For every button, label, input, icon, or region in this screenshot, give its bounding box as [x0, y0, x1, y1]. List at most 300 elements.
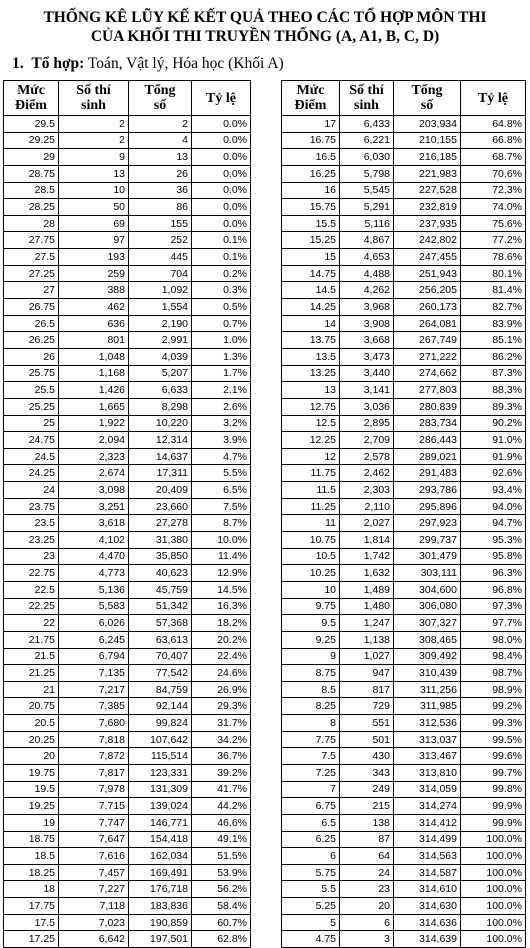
cell-total: 227,528 [394, 182, 461, 199]
cell-candidates: 3,473 [340, 348, 394, 365]
cell-ratio: 0.1% [192, 232, 251, 249]
cell-ratio: 1.0% [192, 332, 251, 349]
cell-candidates: 7,135 [59, 665, 129, 682]
cell-total: 183,836 [129, 898, 192, 915]
cell-score: 26.25 [4, 332, 59, 349]
cell-candidates: 1,632 [340, 565, 394, 582]
table-row [282, 781, 526, 798]
table-row [282, 914, 526, 931]
cell-ratio: 39.2% [192, 764, 251, 781]
cell-score: 19.25 [4, 798, 59, 815]
cell-score: 20.5 [4, 715, 59, 732]
cell-ratio: 5.5% [192, 465, 251, 482]
cell-score: 23.25 [4, 532, 59, 549]
table-row [282, 831, 526, 848]
table-row [4, 731, 251, 748]
cell-score: 16.5 [282, 149, 340, 166]
table-header-row [4, 81, 251, 116]
cell-score: 8.75 [282, 665, 340, 682]
cell-score: 20.75 [4, 698, 59, 715]
table-row [4, 382, 251, 399]
cell-score: 22.25 [4, 598, 59, 615]
cell-candidates: 7,818 [59, 731, 129, 748]
cell-total: 176,718 [129, 881, 192, 898]
col-header-score: Mức Điểm [4, 81, 59, 116]
cell-candidates: 193 [59, 249, 129, 266]
table-row [282, 581, 526, 598]
table-row [282, 498, 526, 515]
table-row [4, 598, 251, 615]
cell-total: 314,639 [394, 931, 461, 948]
table-row [282, 232, 526, 249]
table-row [4, 132, 251, 149]
col-header-total: Tổng số [129, 81, 192, 116]
cell-candidates: 7,023 [59, 914, 129, 931]
cell-candidates: 729 [340, 698, 394, 715]
cell-total: 247,455 [394, 249, 461, 266]
cell-candidates: 1,814 [340, 532, 394, 549]
table-row [282, 249, 526, 266]
table-row [4, 715, 251, 732]
col-header-ratio: Tỷ lệ [192, 81, 251, 116]
cell-total: 314,274 [394, 798, 461, 815]
col-header-score: Mức Điểm [282, 81, 340, 116]
cell-candidates: 3,098 [59, 482, 129, 499]
table-row [282, 864, 526, 881]
table-row [282, 398, 526, 415]
cell-total: 301,479 [394, 548, 461, 565]
table-row [4, 149, 251, 166]
cell-ratio: 0.0% [192, 132, 251, 149]
table-row [4, 199, 251, 216]
cell-candidates: 2,709 [340, 432, 394, 449]
table-row [282, 848, 526, 865]
cell-candidates: 430 [340, 748, 394, 765]
cell-ratio: 41.7% [192, 781, 251, 798]
cell-score: 7.75 [282, 731, 340, 748]
cell-total: 6,633 [129, 382, 192, 399]
cell-candidates: 13 [59, 165, 129, 182]
cell-ratio: 20.2% [192, 631, 251, 648]
cell-score: 5.25 [282, 898, 340, 915]
cell-ratio: 3.2% [192, 415, 251, 432]
cell-candidates: 1,742 [340, 548, 394, 565]
cell-candidates: 64 [340, 848, 394, 865]
cell-total: 35,850 [129, 548, 192, 565]
cell-candidates: 5,116 [340, 215, 394, 232]
table-row [282, 748, 526, 765]
cell-total: 57,368 [129, 615, 192, 632]
cell-ratio: 31.7% [192, 715, 251, 732]
cell-score: 25.25 [4, 398, 59, 415]
cell-ratio: 0.3% [192, 282, 251, 299]
cell-candidates: 23 [340, 881, 394, 898]
cell-candidates: 2,462 [340, 465, 394, 482]
cell-ratio: 44.2% [192, 798, 251, 815]
cell-score: 11 [282, 515, 340, 532]
cell-total: 131,309 [129, 781, 192, 798]
table-row [282, 764, 526, 781]
table-row [4, 299, 251, 316]
cell-total: 242,802 [394, 232, 461, 249]
cell-total: 311,985 [394, 698, 461, 715]
cell-ratio: 0.0% [192, 215, 251, 232]
cell-score: 9.5 [282, 615, 340, 632]
cell-total: 70,407 [129, 648, 192, 665]
cell-ratio: 80.1% [461, 265, 526, 282]
cell-candidates: 7,385 [59, 698, 129, 715]
cell-total: 314,563 [394, 848, 461, 865]
cell-ratio: 58.4% [192, 898, 251, 915]
cell-score: 26.5 [4, 315, 59, 332]
table-row [4, 498, 251, 515]
table-header-row [282, 81, 526, 116]
cell-total: 256,205 [394, 282, 461, 299]
cell-total: 26 [129, 165, 192, 182]
cell-total: 291,483 [394, 465, 461, 482]
cell-total: 232,819 [394, 199, 461, 216]
table-row [4, 781, 251, 798]
cell-total: 295,896 [394, 498, 461, 515]
cell-score: 6.5 [282, 814, 340, 831]
cell-ratio: 0.0% [192, 182, 251, 199]
score-table-left [3, 80, 251, 948]
table-row [4, 814, 251, 831]
cell-ratio: 100.0% [461, 848, 526, 865]
cell-candidates: 551 [340, 715, 394, 732]
cell-score: 29 [4, 149, 59, 166]
cell-score: 11.75 [282, 465, 340, 482]
cell-ratio: 0.1% [192, 249, 251, 266]
cell-candidates: 138 [340, 814, 394, 831]
table-row [282, 881, 526, 898]
cell-candidates: 6 [340, 914, 394, 931]
cell-total: 92,144 [129, 698, 192, 715]
cell-total: 313,810 [394, 764, 461, 781]
cell-total: 313,467 [394, 748, 461, 765]
cell-total: 445 [129, 249, 192, 266]
cell-candidates: 3,908 [340, 315, 394, 332]
table-row [4, 864, 251, 881]
cell-total: 252 [129, 232, 192, 249]
cell-score: 20 [4, 748, 59, 765]
cell-ratio: 98.4% [461, 648, 526, 665]
cell-score: 9.25 [282, 631, 340, 648]
table-row [282, 149, 526, 166]
table-row [4, 515, 251, 532]
table-row [4, 615, 251, 632]
table-row [4, 748, 251, 765]
cell-candidates: 501 [340, 731, 394, 748]
cell-total: 12,314 [129, 432, 192, 449]
table-row [4, 532, 251, 549]
cell-candidates: 7,715 [59, 798, 129, 815]
cell-candidates: 5,798 [340, 165, 394, 182]
cell-candidates: 2,094 [59, 432, 129, 449]
table-row [282, 598, 526, 615]
cell-candidates: 7,680 [59, 715, 129, 732]
cell-score: 14.75 [282, 265, 340, 282]
cell-candidates: 3,141 [340, 382, 394, 399]
cell-score: 22.75 [4, 565, 59, 582]
cell-ratio: 16.3% [192, 598, 251, 615]
table-row [4, 648, 251, 665]
cell-score: 27.5 [4, 249, 59, 266]
cell-score: 10.5 [282, 548, 340, 565]
table-row [282, 432, 526, 449]
table-row [4, 315, 251, 332]
cell-ratio: 89.3% [461, 398, 526, 415]
cell-total: 216,185 [394, 149, 461, 166]
table-row [4, 182, 251, 199]
cell-ratio: 99.6% [461, 748, 526, 765]
cell-candidates: 7,872 [59, 748, 129, 765]
cell-candidates: 2,027 [340, 515, 394, 532]
cell-score: 17.75 [4, 898, 59, 915]
cell-score: 26.75 [4, 299, 59, 316]
cell-total: 13 [129, 149, 192, 166]
cell-ratio: 0.0% [192, 116, 251, 133]
cell-total: 40,623 [129, 565, 192, 582]
cell-ratio: 97.7% [461, 615, 526, 632]
table-row [4, 631, 251, 648]
cell-candidates: 5,545 [340, 182, 394, 199]
cell-score: 27.25 [4, 265, 59, 282]
cell-candidates: 69 [59, 215, 129, 232]
cell-ratio: 2.1% [192, 382, 251, 399]
cell-candidates: 1,048 [59, 348, 129, 365]
cell-total: 306,080 [394, 598, 461, 615]
cell-score: 19.5 [4, 781, 59, 798]
cell-total: 314,630 [394, 898, 461, 915]
table-row [4, 681, 251, 698]
cell-score: 18.5 [4, 848, 59, 865]
cell-score: 11.5 [282, 482, 340, 499]
cell-total: 312,536 [394, 715, 461, 732]
cell-total: 274,662 [394, 365, 461, 382]
cell-ratio: 36.7% [192, 748, 251, 765]
cell-candidates: 2 [59, 116, 129, 133]
cell-total: 307,327 [394, 615, 461, 632]
cell-ratio: 100.0% [461, 831, 526, 848]
cell-ratio: 92.6% [461, 465, 526, 482]
table-row [4, 348, 251, 365]
col-header-total: Tổng số [394, 81, 461, 116]
cell-score: 10 [282, 581, 340, 598]
cell-score: 16.75 [282, 132, 340, 149]
cell-ratio: 100.0% [461, 898, 526, 915]
cell-ratio: 96.8% [461, 581, 526, 598]
cell-total: 289,021 [394, 448, 461, 465]
cell-score: 21 [4, 681, 59, 698]
cell-score: 16 [282, 182, 340, 199]
cell-score: 28.75 [4, 165, 59, 182]
cell-score: 23.5 [4, 515, 59, 532]
table-row [282, 415, 526, 432]
table-row [4, 465, 251, 482]
cell-total: 260,173 [394, 299, 461, 316]
cell-total: 280,839 [394, 398, 461, 415]
cell-candidates: 7,978 [59, 781, 129, 798]
table-row [4, 881, 251, 898]
table-row [4, 116, 251, 133]
cell-total: 314,636 [394, 914, 461, 931]
cell-score: 19.75 [4, 764, 59, 781]
cell-ratio: 1.7% [192, 365, 251, 382]
cell-score: 13.25 [282, 365, 340, 382]
cell-score: 9.75 [282, 598, 340, 615]
cell-candidates: 4,102 [59, 532, 129, 549]
cell-candidates: 3 [340, 931, 394, 948]
table-row [282, 482, 526, 499]
cell-ratio: 95.8% [461, 548, 526, 565]
cell-candidates: 1,138 [340, 631, 394, 648]
cell-total: 8,298 [129, 398, 192, 415]
table-row [4, 232, 251, 249]
cell-score: 22.5 [4, 581, 59, 598]
cell-ratio: 97.3% [461, 598, 526, 615]
cell-candidates: 636 [59, 315, 129, 332]
cell-score: 24.75 [4, 432, 59, 449]
cell-total: 221,983 [394, 165, 461, 182]
cell-candidates: 6,794 [59, 648, 129, 665]
cell-total: 107,642 [129, 731, 192, 748]
cell-ratio: 34.2% [192, 731, 251, 748]
cell-candidates: 7,227 [59, 881, 129, 898]
cell-ratio: 75.6% [461, 215, 526, 232]
cell-total: 293,786 [394, 482, 461, 499]
cell-ratio: 66.8% [461, 132, 526, 149]
cell-score: 28 [4, 215, 59, 232]
table-row [4, 848, 251, 865]
cell-total: 267,749 [394, 332, 461, 349]
cell-ratio: 99.3% [461, 715, 526, 732]
cell-total: 23,660 [129, 498, 192, 515]
cell-candidates: 2,578 [340, 448, 394, 465]
cell-ratio: 53.9% [192, 864, 251, 881]
cell-candidates: 1,168 [59, 365, 129, 382]
cell-score: 24.25 [4, 465, 59, 482]
cell-score: 29.5 [4, 116, 59, 133]
cell-total: 286,443 [394, 432, 461, 449]
cell-score: 21.5 [4, 648, 59, 665]
cell-score: 22 [4, 615, 59, 632]
cell-candidates: 1,489 [340, 581, 394, 598]
cell-ratio: 85.1% [461, 332, 526, 349]
cell-candidates: 9 [59, 149, 129, 166]
table-row [282, 648, 526, 665]
cell-candidates: 10 [59, 182, 129, 199]
cell-candidates: 2,303 [340, 482, 394, 499]
table-row [4, 698, 251, 715]
cell-candidates: 3,251 [59, 498, 129, 515]
cell-candidates: 3,668 [340, 332, 394, 349]
cell-candidates: 7,747 [59, 814, 129, 831]
cell-total: 115,514 [129, 748, 192, 765]
cell-ratio: 60.7% [192, 914, 251, 931]
cell-total: 2 [129, 116, 192, 133]
cell-candidates: 1,247 [340, 615, 394, 632]
cell-candidates: 5,583 [59, 598, 129, 615]
cell-score: 27 [4, 282, 59, 299]
cell-total: 237,935 [394, 215, 461, 232]
cell-score: 7.5 [282, 748, 340, 765]
cell-score: 13 [282, 382, 340, 399]
cell-total: 2,190 [129, 315, 192, 332]
cell-score: 13.5 [282, 348, 340, 365]
cell-candidates: 7,616 [59, 848, 129, 865]
cell-total: 303,111 [394, 565, 461, 582]
cell-ratio: 1.3% [192, 348, 251, 365]
table-row [282, 348, 526, 365]
cell-candidates: 462 [59, 299, 129, 316]
cell-candidates: 20 [340, 898, 394, 915]
cell-total: 283,734 [394, 415, 461, 432]
table-row [282, 931, 526, 948]
cell-total: 51,342 [129, 598, 192, 615]
cell-score: 5.75 [282, 864, 340, 881]
cell-score: 24.5 [4, 448, 59, 465]
cell-score: 11.25 [282, 498, 340, 515]
cell-total: 84,759 [129, 681, 192, 698]
cell-score: 27.75 [4, 232, 59, 249]
cell-score: 25 [4, 415, 59, 432]
cell-ratio: 86.2% [461, 348, 526, 365]
cell-ratio: 24.6% [192, 665, 251, 682]
cell-ratio: 14.5% [192, 581, 251, 598]
cell-score: 24 [4, 482, 59, 499]
table-row [4, 831, 251, 848]
cell-score: 12.25 [282, 432, 340, 449]
cell-score: 19 [4, 814, 59, 831]
cell-score: 14.25 [282, 299, 340, 316]
table-row [282, 165, 526, 182]
cell-total: 17,311 [129, 465, 192, 482]
cell-score: 12.5 [282, 415, 340, 432]
cell-score: 12.75 [282, 398, 340, 415]
cell-candidates: 2,895 [340, 415, 394, 432]
cell-candidates: 1,426 [59, 382, 129, 399]
table-row [4, 548, 251, 565]
cell-ratio: 3.9% [192, 432, 251, 449]
cell-ratio: 62.8% [192, 931, 251, 948]
cell-total: 264,081 [394, 315, 461, 332]
cell-candidates: 2,110 [340, 498, 394, 515]
cell-ratio: 4.7% [192, 448, 251, 465]
cell-score: 17.5 [4, 914, 59, 931]
cell-ratio: 87.3% [461, 365, 526, 382]
cell-total: 314,059 [394, 781, 461, 798]
cell-candidates: 7,118 [59, 898, 129, 915]
cell-ratio: 10.0% [192, 532, 251, 549]
cell-total: 146,771 [129, 814, 192, 831]
cell-ratio: 0.5% [192, 299, 251, 316]
table-row [282, 515, 526, 532]
col-header-ratio: Tỷ lệ [461, 81, 526, 116]
cell-candidates: 87 [340, 831, 394, 848]
cell-ratio: 64.8% [461, 116, 526, 133]
cell-score: 29.25 [4, 132, 59, 149]
cell-score: 8.5 [282, 681, 340, 698]
cell-ratio: 99.7% [461, 764, 526, 781]
cell-total: 154,418 [129, 831, 192, 848]
cell-score: 15.75 [282, 199, 340, 216]
cell-candidates: 1,922 [59, 415, 129, 432]
cell-candidates: 2,674 [59, 465, 129, 482]
table-row [282, 365, 526, 382]
cell-total: 162,034 [129, 848, 192, 865]
cell-candidates: 4,773 [59, 565, 129, 582]
